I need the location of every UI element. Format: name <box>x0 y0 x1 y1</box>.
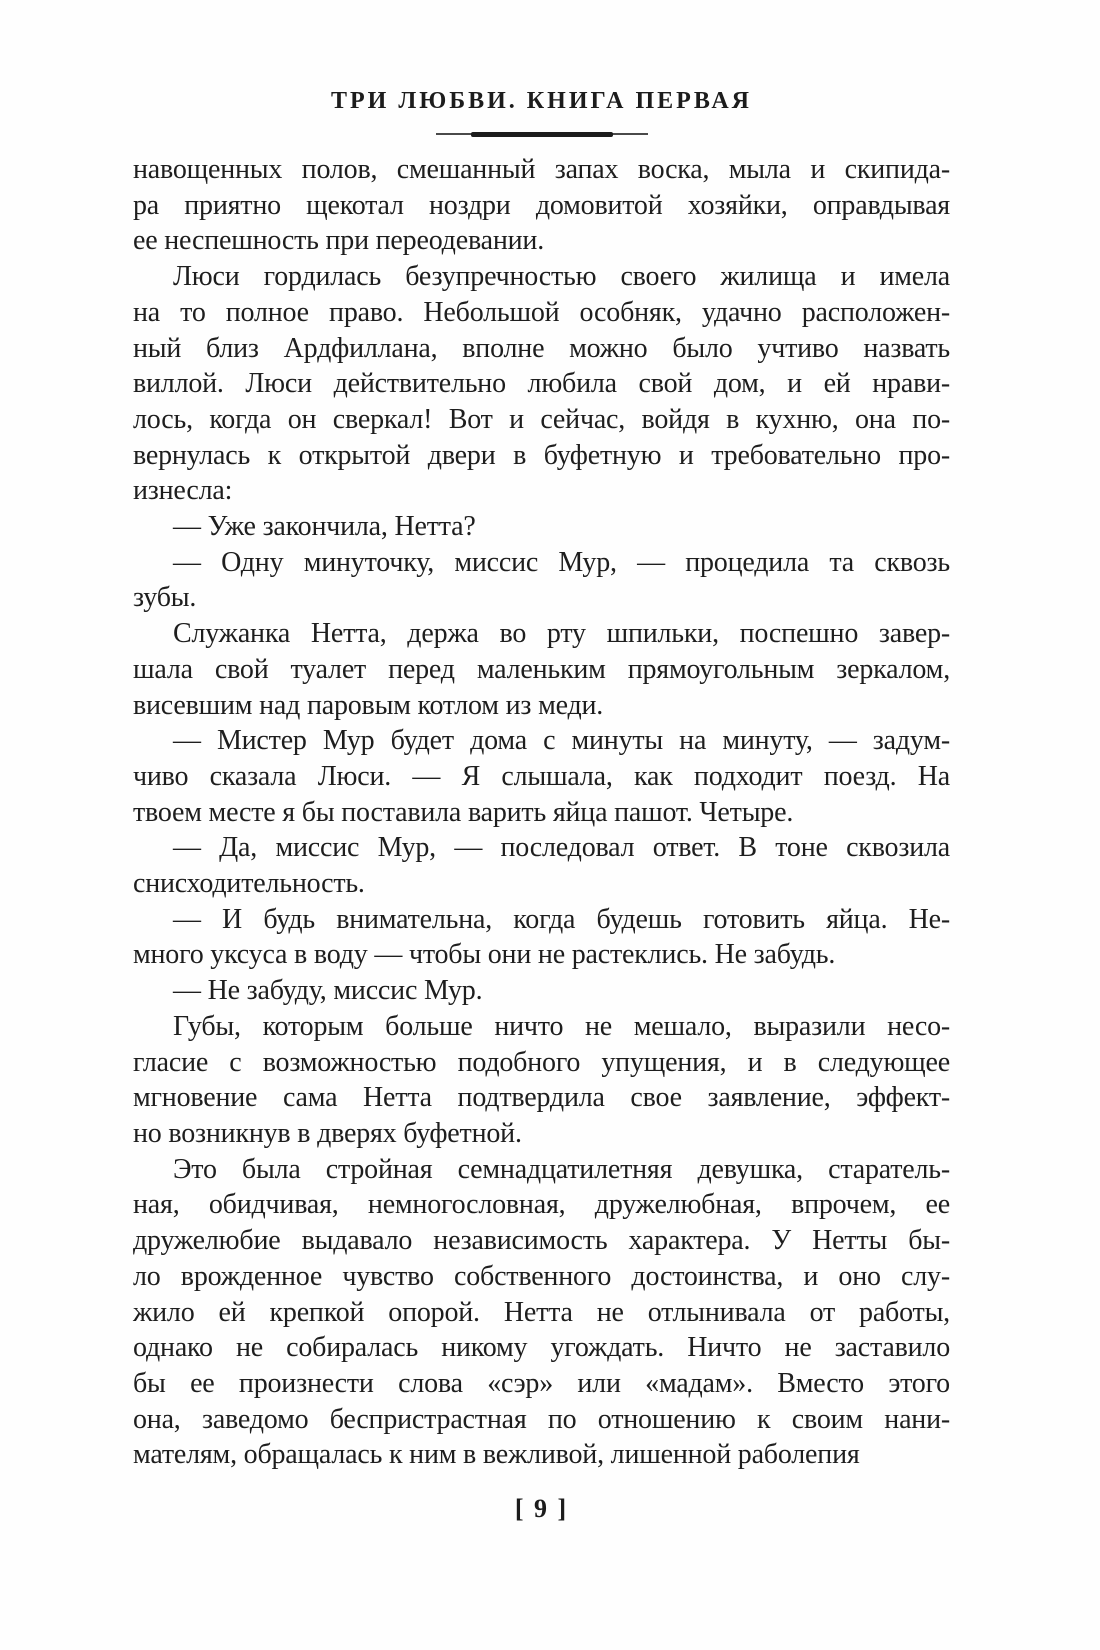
text-line: однако не собиралась никому угождать. Ничто не заставило <box>133 1332 950 1364</box>
text-line: изнесла: <box>133 475 233 507</box>
paragraph <box>133 1009 950 1152</box>
text-line: виллой. Люси действительно любила свой дом, и ей нрави- <box>133 368 950 400</box>
text-line: — Да, миссис Мур, — последовал ответ. В тоне сквозила <box>173 832 950 864</box>
text-line: лось, когда он сверкал! Вот и сейчас, войдя в кухню, она по- <box>133 403 950 435</box>
running-header: ТРИ ЛЮБВИ. КНИГА ПЕРВАЯ <box>330 88 752 114</box>
text-line: мгновение сама Нетта подтвердила свое заявление, эффект- <box>133 1082 950 1114</box>
text-line: но возникнув в дверях буфетной. <box>133 1117 522 1149</box>
text-line: мателям, обращалась к ним в вежливой, лишенной раболепия <box>133 1439 860 1471</box>
paragraph <box>133 1152 950 1473</box>
paragraph <box>133 545 950 616</box>
paragraph <box>133 902 950 973</box>
text-line: ная, обидчивая, немногословная, дружелюбная, впрочем, ее <box>133 1189 950 1221</box>
text-line: — Одну минуточку, миссис Мур, — процедила та сквозь <box>173 546 950 578</box>
text-line: шала свой туалет перед маленьким прямоугольным зеркалом, <box>133 653 950 685</box>
text-line: — Не забуду, миссис Мур. <box>173 975 483 1007</box>
text-line: вернулась к открытой двери в буфетную и требовательно про- <box>133 439 950 471</box>
text-line: бы ее произнести слова «сэр» или «мадам». Вместо этого <box>133 1367 950 1399</box>
divider-thick-bar <box>471 132 613 137</box>
text-line: она, заведомо беспристрастная по отношению к своим нани- <box>133 1403 950 1435</box>
paragraph <box>133 830 950 901</box>
text-line: Губы, которым больше ничто не мешало, выразили несо- <box>173 1010 950 1042</box>
paragraph <box>133 723 950 830</box>
text-line: на то полное право. Небольшой особняк, удачно расположен- <box>133 296 950 328</box>
paragraph <box>133 509 950 545</box>
paragraph <box>133 259 950 509</box>
text-line: много уксуса в воду — чтобы они не растеклись. Не забудь. <box>133 939 836 971</box>
text-line: — Мистер Мур будет дома с минуты на минуту, — задум- <box>173 725 950 757</box>
text-line: Служанка Нетта, держа во рту шпильки, поспешно завер- <box>173 618 950 650</box>
text-line: зубы. <box>133 582 197 614</box>
text-line: снисходительность. <box>133 868 365 900</box>
divider-ornament <box>133 126 950 142</box>
text-line: висевшим над паровым котлом из меди. <box>133 689 604 721</box>
text-line: жило ей крепкой опорой. Нетта не отлынивала от работы, <box>133 1296 950 1328</box>
text-line: — Уже закончила, Нетта? <box>173 511 476 543</box>
text-line: ра приятно щекотал ноздри домовитой хозяйки, оправдывая <box>133 189 950 221</box>
text-line: навощенных полов, смешанный запах воска, мыла и скипида- <box>133 154 950 185</box>
text-line: чиво сказала Люси. — Я слышала, как подходит поезд. На <box>133 760 950 792</box>
text-line: дружелюбие выдавало независимость характера. У Нетты бы- <box>133 1225 950 1257</box>
paragraph <box>133 973 950 1009</box>
paragraph <box>133 616 950 723</box>
text-line: ло врожденное чувство собственного достоинства, и оно слу- <box>133 1260 950 1292</box>
body-text <box>133 152 950 1473</box>
text-line: ный близ Ардфиллана, вполне можно было учтиво назвать <box>133 332 950 364</box>
text-line: ее неспешность при переодевании. <box>133 225 544 257</box>
text-line: Это была стройная семнадцатилетняя девушка, старатель- <box>173 1153 950 1185</box>
text-line: твоем месте я бы поставила варить яйца пашот. Четыре. <box>133 796 794 828</box>
text-line: Люси гордилась безупречностью своего жилища и имела <box>173 261 950 293</box>
text-line: гласие с возможностью подобного упущения, и в следующее <box>133 1046 950 1078</box>
text-line: — И будь внимательна, когда будешь готовить яйца. Не- <box>173 903 950 935</box>
paragraph <box>133 152 950 259</box>
page-number: [ 9 ] <box>514 1494 569 1523</box>
